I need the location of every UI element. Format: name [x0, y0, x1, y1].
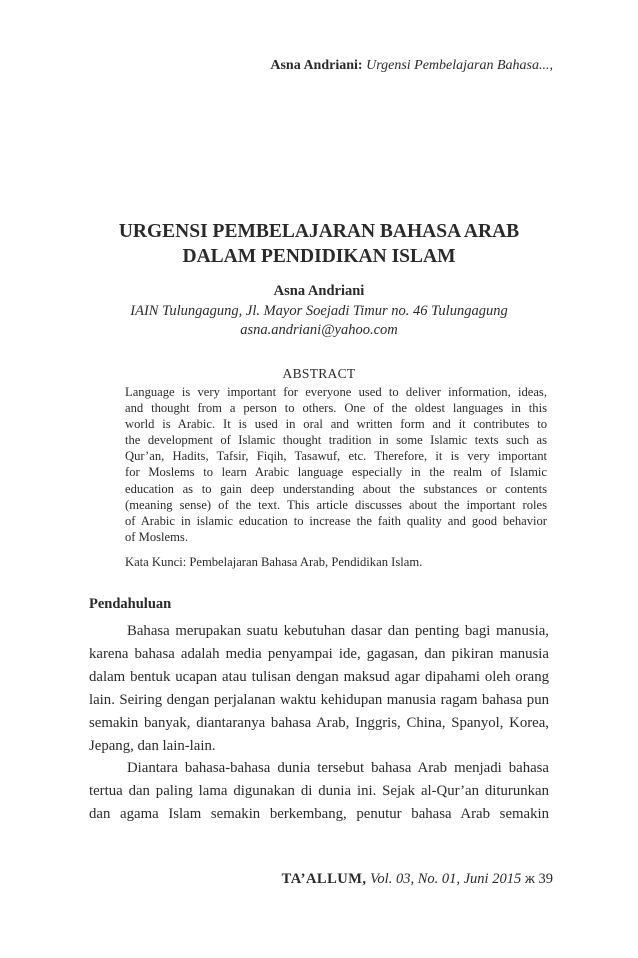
- running-head-title: Urgensi Pembelajaran Bahasa...,: [366, 58, 553, 73]
- abstract-line: world is Arabic. It is used in oral and written form and it contributes to: [125, 417, 547, 432]
- footer-journal-name: TA’ALLUM,: [281, 871, 367, 887]
- section-heading: Pendahuluan: [89, 596, 172, 612]
- paper-title-line-1: URGENSI PEMBELAJARAN BAHASA ARAB: [118, 221, 520, 242]
- abstract-line: Language is very important for everyone used to deliver information, ideas,: [125, 385, 547, 399]
- abstract-line: of Moslems.: [125, 529, 188, 544]
- body-line: Bahasa merupakan suatu kebutuhan dasar dan penting bagi manusia,: [127, 623, 549, 639]
- body-line: dalam bentuk ucapan atau tulisan dengan maksud agar dipahami oleh orang: [89, 668, 549, 685]
- paper-title-line-2: DALAM PENDIDIKAN ISLAM: [182, 246, 456, 267]
- body-line: tertua dan paling lama digunakan di dunia ini. Sejak al-Qur’an diturunkan: [89, 783, 549, 800]
- abstract-line: the development of Islamic thought tradition in some Islamic texts such as: [125, 433, 547, 448]
- author-name: Asna Andriani: [273, 283, 365, 299]
- page-footer: [0, 870, 553, 888]
- body-line: semakin banyak, diantaranya bahasa Arab, Inggris, China, Spanyol, Korea,: [89, 714, 549, 731]
- abstract-line: for Moslems to learn Arabic language especially in the realm of Islamic: [125, 465, 547, 480]
- abstract-line: education as to gain deep understanding about the substances or contents: [125, 481, 547, 496]
- author-email: asna.andriani@yahoo.com: [240, 322, 398, 338]
- page-number: 39: [538, 871, 553, 887]
- abstract-line: and thought from a person to others. One of the oldest languages in this: [125, 401, 547, 416]
- footer-volume: Vol. 03, No. 01, Juni 2015: [370, 871, 522, 887]
- paper-title: [0, 219, 638, 269]
- author-affiliation: IAIN Tulungagung, Jl. Mayor Soejadi Timur no. 46 Tulungagung: [130, 303, 508, 319]
- abstract-heading: ABSTRACT: [282, 366, 356, 381]
- abstract-line: (meaning sense) of the text. This article discusses about the important roles: [125, 497, 547, 512]
- body-line: dan agama Islam semakin berkembang, penutur bahasa Arab semakin: [89, 806, 549, 823]
- body-line: lain. Seiring dengan perjalanan waktu kehidupan manusia ragam bahasa pun: [89, 691, 549, 708]
- running-head: [0, 57, 553, 75]
- abstract-line: of Arabic in islamic education to increase the faith quality and good behavior: [125, 513, 547, 528]
- keywords: Kata Kunci: Pembelajaran Bahasa Arab, Pendidikan Islam.: [125, 555, 423, 569]
- body-line: Jepang, dan lain-lain.: [89, 737, 216, 754]
- body-line: Diantara bahasa-bahasa dunia tersebut bahasa Arab menjadi bahasa: [127, 760, 549, 777]
- abstract-line: Qur’an, Hadits, Tafsir, Fiqih, Tasawuf, etc. Therefore, it is very important: [125, 449, 547, 464]
- running-head-author: Asna Andriani:: [270, 58, 363, 73]
- footer-separator: ж: [524, 871, 535, 887]
- abstract-body: [125, 384, 547, 545]
- section-body: [89, 620, 549, 826]
- body-line: karena bahasa adalah media penyampai ide, gagasan, dan pikiran manusia: [89, 645, 549, 662]
